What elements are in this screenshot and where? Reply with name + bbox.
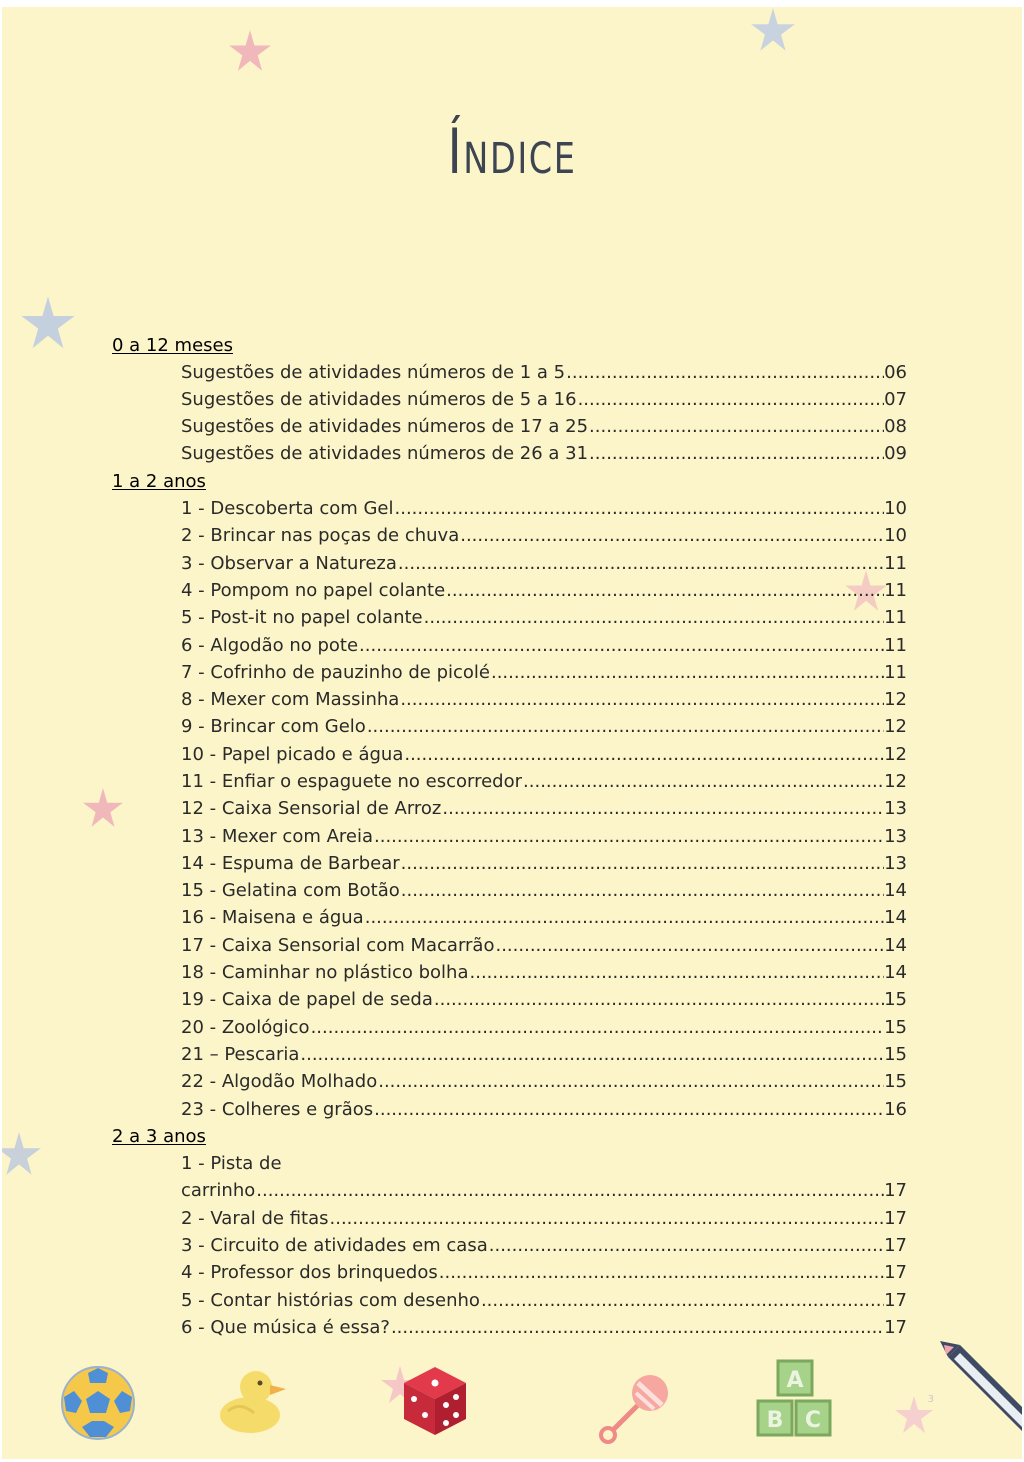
toc-entry-label: 17 - Caixa Sensorial com Macarrão <box>181 935 495 956</box>
dot-leader <box>588 440 884 467</box>
toc-entry-page: 11 <box>884 553 907 574</box>
toc-entry-page: 12 <box>884 771 907 792</box>
toc-entry-label: 13 - Mexer com Areia <box>181 826 374 847</box>
abc-blocks-icon <box>754 1357 838 1443</box>
dot-leader <box>480 1287 884 1314</box>
toc-entry[interactable] <box>181 741 907 768</box>
toc-entry-label: 3 - Circuito de atividades em casa <box>181 1235 488 1256</box>
toc-entry[interactable] <box>181 1041 907 1068</box>
toc-entry[interactable] <box>181 959 907 986</box>
rattle-icon <box>596 1367 676 1447</box>
toc-entry[interactable] <box>181 713 907 740</box>
toc-entry-label: 4 - Professor dos brinquedos <box>181 1262 438 1283</box>
rubber-duck-icon <box>214 1363 290 1439</box>
dot-leader <box>399 686 884 713</box>
dot-leader <box>400 877 884 904</box>
toc-entry[interactable] <box>181 413 907 440</box>
dot-leader <box>373 1096 884 1123</box>
dot-leader <box>373 823 884 850</box>
toc-entry-label: 18 - Caminhar no plástico bolha <box>181 962 469 983</box>
toc-entry-label: Sugestões de atividades números de 26 a 31 <box>181 443 589 464</box>
toc-entry-page: 14 <box>884 880 907 901</box>
toc-entry[interactable] <box>181 1205 907 1232</box>
dot-leader <box>438 1259 884 1286</box>
section-heading: 0 a 12 meses <box>112 335 233 356</box>
toc-entry-label: 10 - Papel picado e água <box>181 744 404 765</box>
dot-leader <box>488 1232 884 1259</box>
toc-entry-page: 13 <box>884 798 907 819</box>
svg-text:B: B <box>766 1408 784 1433</box>
toc-entry-label: 2 - Brincar nas poças de chuva <box>181 525 460 546</box>
dot-leader <box>403 741 884 768</box>
toc-entry[interactable] <box>181 1259 907 1286</box>
toc-entry-page: 17 <box>884 1262 907 1283</box>
dot-leader <box>255 1177 884 1204</box>
toc-entry[interactable] <box>181 522 907 549</box>
dot-leader <box>397 550 884 577</box>
toc-entry[interactable] <box>181 632 907 659</box>
dot-leader <box>329 1205 885 1232</box>
toc-entry-label: 5 - Contar histórias com desenho <box>181 1290 480 1311</box>
toc-entry-page: 11 <box>884 607 907 628</box>
dot-leader <box>423 604 884 631</box>
toc-entry-page: 10 <box>884 498 907 519</box>
toc-entry[interactable] <box>181 850 907 877</box>
toc-entry-label: Sugestões de atividades números de 5 a 16 <box>181 389 577 410</box>
toc-entry-label: 5 - Post-it no papel colante <box>181 607 423 628</box>
toc-entry-page: 12 <box>884 689 907 710</box>
pencil-icon <box>940 1341 1022 1431</box>
toc-entry-page: 10 <box>884 525 907 546</box>
dot-leader <box>400 850 884 877</box>
toc-entry-label: 7 - Cofrinho de pauzinho de picolé <box>181 662 490 683</box>
toc-entry-page: 17 <box>884 1235 907 1256</box>
toc-entry[interactable] <box>181 986 907 1013</box>
toc-entry-page: 11 <box>884 580 907 601</box>
toc-entry-page: 15 <box>884 1017 907 1038</box>
toc-entry-page: 13 <box>884 853 907 874</box>
toc-entry[interactable] <box>181 877 907 904</box>
page-number: 3 <box>927 1394 934 1405</box>
dot-leader <box>394 495 885 522</box>
dot-leader <box>390 1314 884 1341</box>
toc-entry-label: 20 - Zoológico <box>181 1017 310 1038</box>
toc-entry[interactable] <box>181 1177 907 1204</box>
toc-entry-label: 22 - Algodão Molhado <box>181 1071 378 1092</box>
toc-entry-label: 1 - Descoberta com Gel <box>181 498 394 519</box>
dice-icon <box>400 1363 470 1439</box>
dot-leader <box>494 932 884 959</box>
star-icon <box>750 7 796 53</box>
toc-entry[interactable] <box>181 577 907 604</box>
dot-leader <box>366 713 884 740</box>
star-icon <box>20 295 76 351</box>
toc-entry-page: 08 <box>884 416 907 437</box>
toc-entry-label: 4 - Pompom no papel colante <box>181 580 446 601</box>
toc-entry-page: 15 <box>884 1044 907 1065</box>
dot-leader <box>577 386 885 413</box>
toc-entry-page: 12 <box>884 744 907 765</box>
toc-entry[interactable] <box>181 550 907 577</box>
toc-entry-label: 2 - Varal de fitas <box>181 1208 329 1229</box>
dot-leader <box>565 359 884 386</box>
svg-text:A: A <box>786 1368 804 1393</box>
toc-entry-label: 6 - Algodão no pote <box>181 635 359 656</box>
toc-entry-label: 16 - Maisena e água <box>181 907 364 928</box>
toc-entry[interactable] <box>181 1068 907 1095</box>
toc-entry[interactable] <box>181 1014 907 1041</box>
page-title: Índice <box>447 115 577 188</box>
toc-entry-page: 17 <box>884 1180 907 1201</box>
toc-entry-label: 19 - Caixa de papel de seda <box>181 989 433 1010</box>
toc-entry-label: 23 - Colheres e grãos <box>181 1099 374 1120</box>
toc-entry-page: 14 <box>884 935 907 956</box>
toc-entry-page: 07 <box>884 389 907 410</box>
dot-leader <box>364 904 884 931</box>
toc-entry-page: 11 <box>884 635 907 656</box>
section-heading: 2 a 3 anos <box>112 1126 206 1147</box>
toc-entry-page: 17 <box>884 1317 907 1338</box>
toc-entry[interactable] <box>181 440 907 467</box>
toc-entry-label: 9 - Brincar com Gelo <box>181 716 366 737</box>
toc-entry-label-line: 1 - Pista de <box>181 1153 282 1174</box>
toc-entry[interactable] <box>181 1314 907 1341</box>
toc-entry-page: 14 <box>884 962 907 983</box>
svg-text:C: C <box>804 1408 822 1433</box>
toc-entry[interactable] <box>181 1232 907 1259</box>
toc-entry-label: 15 - Gelatina com Botão <box>181 880 400 901</box>
toc-entry[interactable] <box>181 659 907 686</box>
dot-leader <box>358 632 884 659</box>
dot-leader <box>433 986 884 1013</box>
toc-entry-label: Sugestões de atividades números de 17 a 25 <box>181 416 589 437</box>
toc-entry[interactable] <box>181 795 907 822</box>
star-icon <box>228 29 272 73</box>
toc-entry-page: 06 <box>884 362 907 383</box>
toc-entry[interactable] <box>181 386 907 413</box>
toc-entry-page: 12 <box>884 716 907 737</box>
dot-leader <box>490 659 884 686</box>
toc-entry-page: 15 <box>884 989 907 1010</box>
toc-entry-label: 3 - Observar a Natureza <box>181 553 397 574</box>
toc-entry-page: 17 <box>884 1208 907 1229</box>
dot-leader <box>469 959 885 986</box>
toc-entry[interactable] <box>181 495 907 522</box>
toc-entry-label: carrinho <box>181 1180 256 1201</box>
toc-entry[interactable] <box>181 904 907 931</box>
toc-entry[interactable] <box>181 1287 907 1314</box>
dot-leader <box>299 1041 884 1068</box>
toc-entry-label: 21 – Pescaria <box>181 1044 300 1065</box>
toc-entry-page: 15 <box>884 1071 907 1092</box>
toc-entry[interactable] <box>181 604 907 631</box>
star-icon <box>2 1131 42 1177</box>
dot-leader <box>522 768 884 795</box>
toc-entry[interactable] <box>181 359 907 386</box>
toc-entry-label: 14 - Espuma de Barbear <box>181 853 400 874</box>
toc-entry[interactable] <box>181 932 907 959</box>
toc-entry-page: 13 <box>884 826 907 847</box>
dot-leader <box>377 1068 884 1095</box>
dot-leader <box>459 522 884 549</box>
toc-entry-page: 14 <box>884 907 907 928</box>
toc-entry-page: 16 <box>884 1099 907 1120</box>
soccer-ball-icon <box>60 1365 136 1441</box>
toc-entry-label: Sugestões de atividades números de 1 a 5 <box>181 362 566 383</box>
section-heading: 1 a 2 anos <box>112 471 206 492</box>
toc-entry-label: 12 - Caixa Sensorial de Arroz <box>181 798 442 819</box>
toc-entry[interactable] <box>181 823 907 850</box>
document-page <box>2 7 1022 1459</box>
dot-leader <box>588 413 884 440</box>
toc-entry-page: 11 <box>884 662 907 683</box>
dot-leader <box>441 795 884 822</box>
dot-leader <box>445 577 884 604</box>
toc-entry-label: 6 - Que música é essa? <box>181 1317 390 1338</box>
toc-entry-page: 17 <box>884 1290 907 1311</box>
toc-entry[interactable] <box>181 768 907 795</box>
toc-entry[interactable] <box>181 686 907 713</box>
star-icon <box>82 787 124 829</box>
dot-leader <box>310 1014 885 1041</box>
toc-entry-label: 11 - Enfiar o espaguete no escorredor <box>181 771 523 792</box>
toc-entry-page: 09 <box>884 443 907 464</box>
toc-entry-label: 8 - Mexer com Massinha <box>181 689 400 710</box>
toc-entry[interactable] <box>181 1096 907 1123</box>
